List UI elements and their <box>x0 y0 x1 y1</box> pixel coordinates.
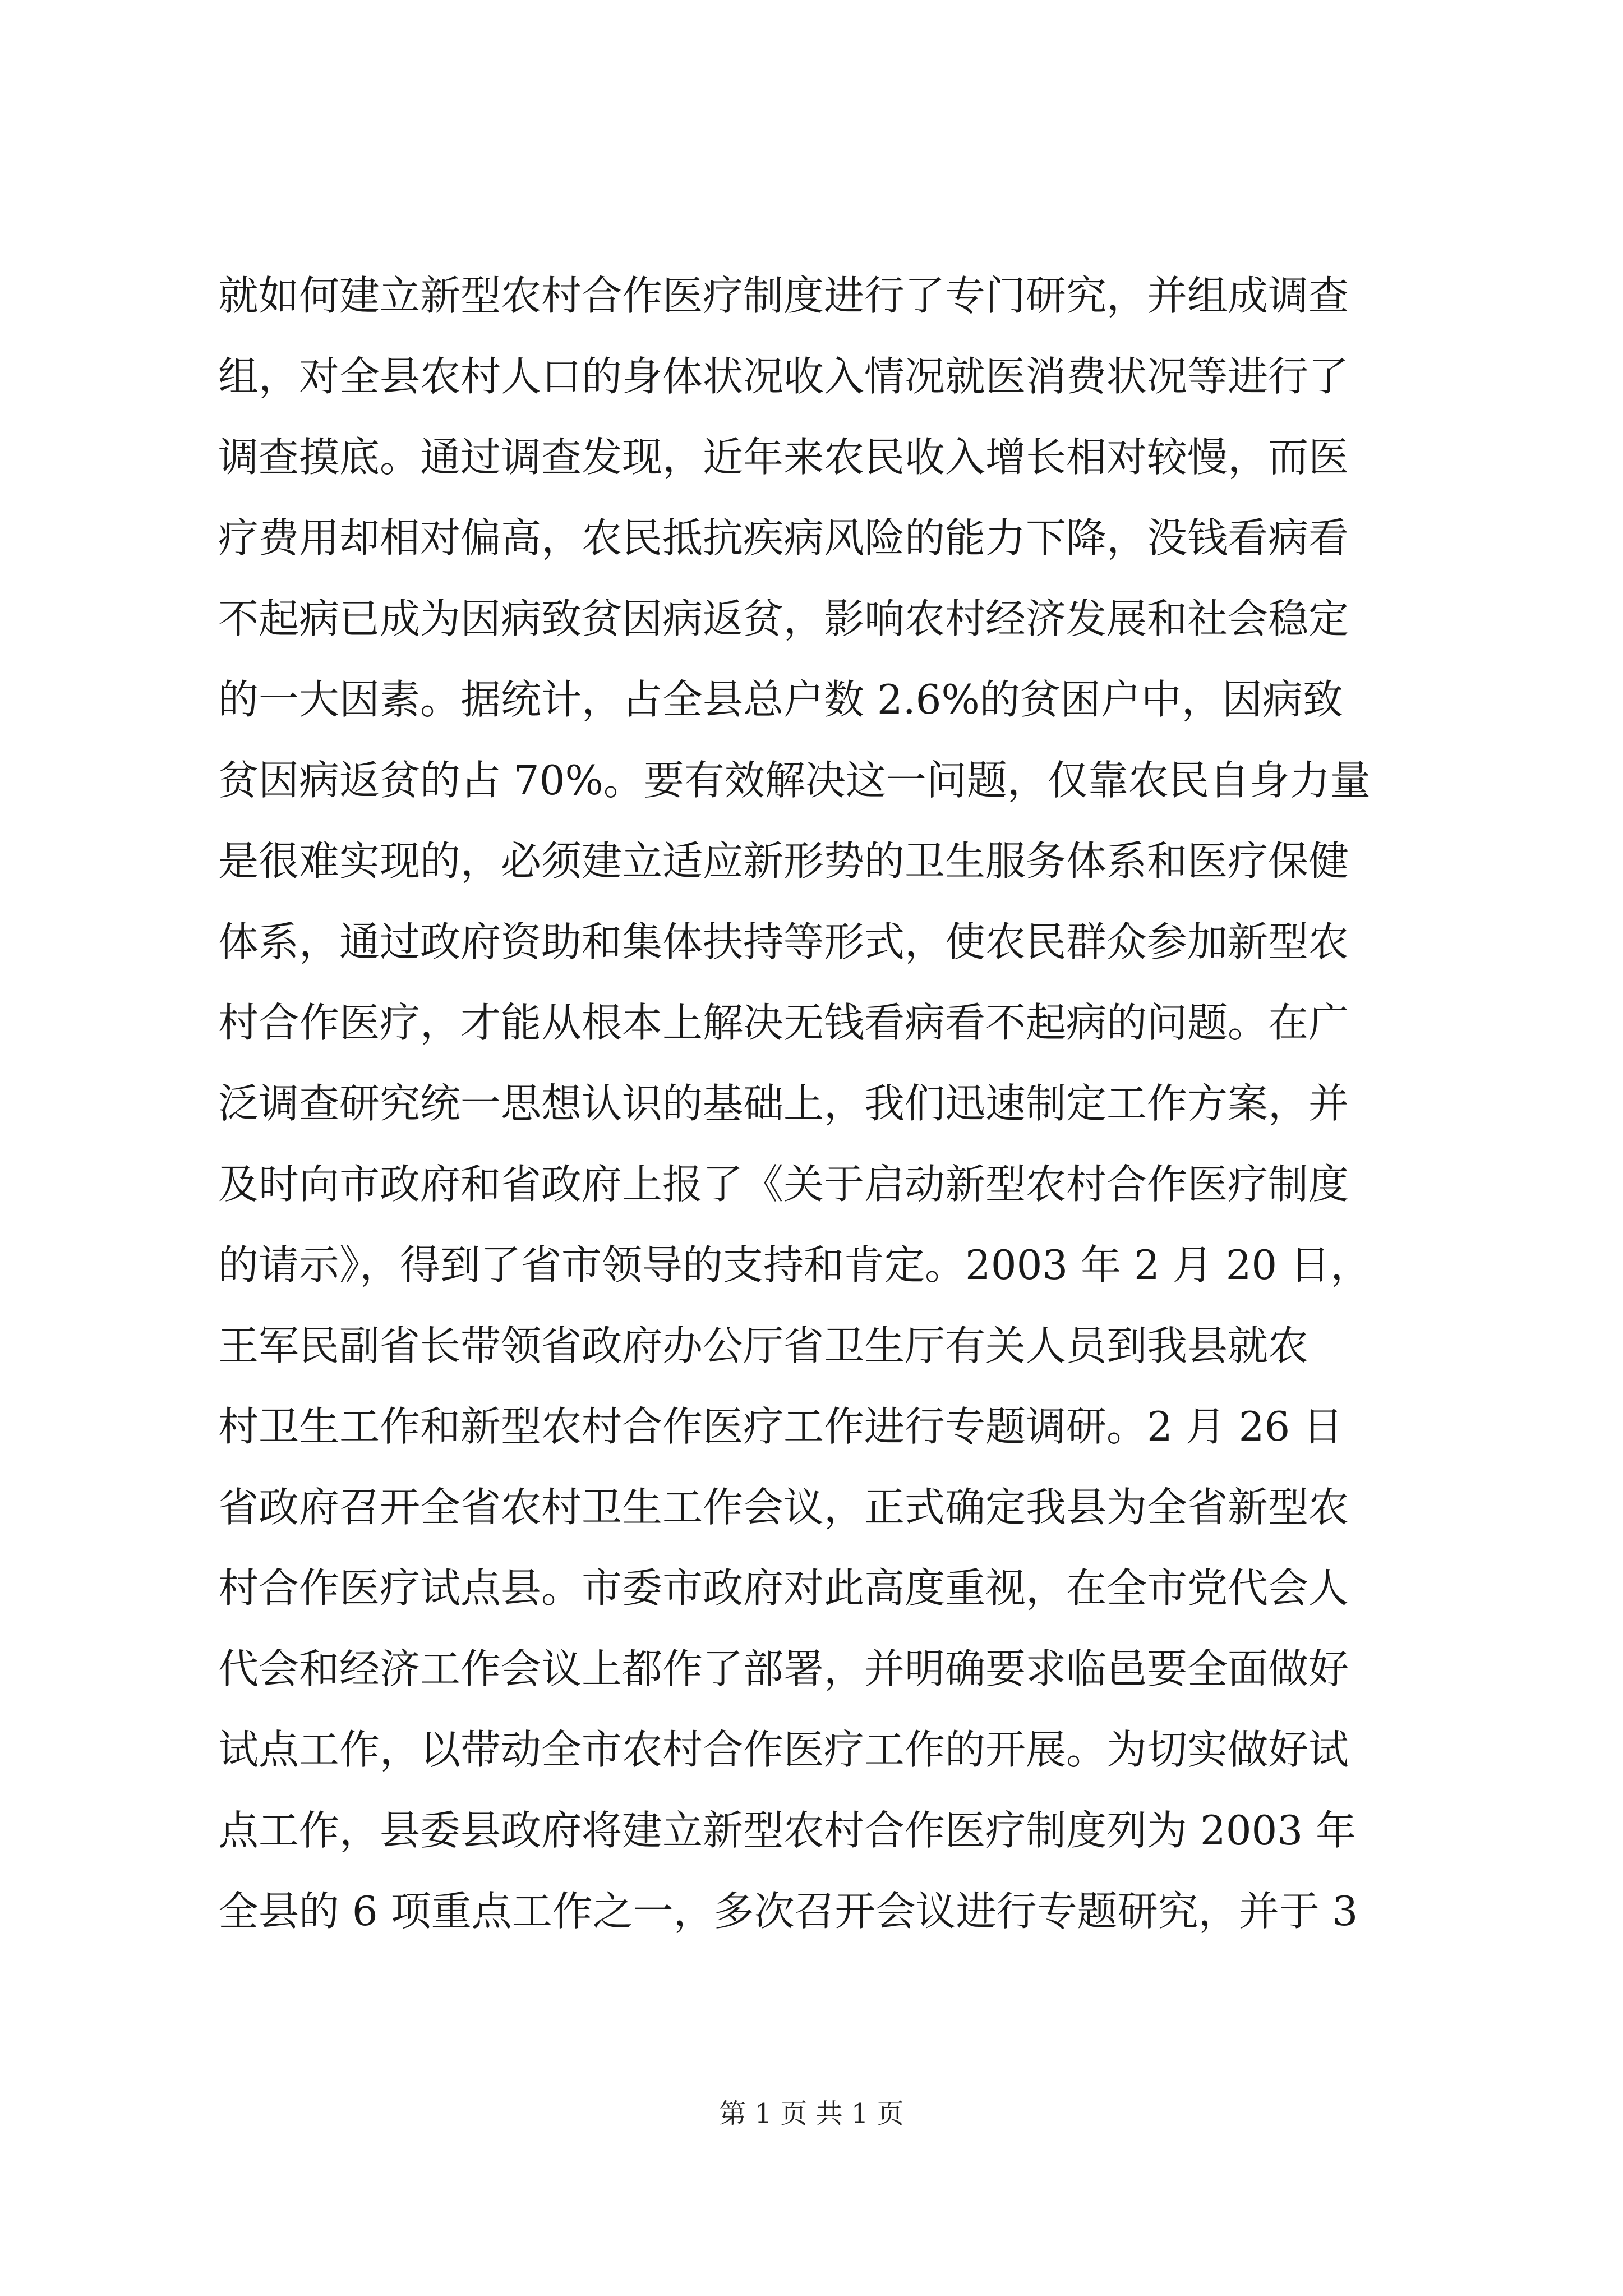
text-line: 泛调查研究统一思想认识的基础上，我们迅速制定工作方案，并 <box>218 1080 1349 1127</box>
text-line: 省政府召开全省农村卫生工作会议，正式确定我县为全省新型农 <box>218 1484 1349 1531</box>
text-line: 村合作医疗试点县。市委市政府对此高度重视，在全市党代会人 <box>218 1565 1349 1612</box>
text-line: 全县的 6 项重点工作之一，多次召开会议进行专题研究，并于 3 <box>218 1888 1358 1935</box>
text-line: 试点工作，以带动全市农村合作医疗工作的开展。为切实做好试 <box>218 1726 1349 1773</box>
text-line: 王军民副省长带领省政府办公厅省卫生厅有关人员到我县就农 <box>218 1322 1309 1369</box>
text-line: 是很难实现的，必须建立适应新形势的卫生服务体系和医疗保健 <box>218 838 1349 885</box>
text-line: 村合作医疗，才能从根本上解决无钱看病看不起病的问题。在广 <box>218 999 1349 1046</box>
text-line: 的一大因素。据统计，占全县总户数 2.6%的贫困户中，因病致 <box>218 676 1343 723</box>
text-line: 就如何建立新型农村合作医疗制度进行了专门研究，并组成调查 <box>218 272 1349 319</box>
text-line: 调查摸底。通过调查发现，近年来农民收入增长相对较慢，而医 <box>218 434 1349 481</box>
body-paragraph <box>218 255 1424 1952</box>
page-footer <box>0 2097 1623 2131</box>
text-line: 点工作，县委县政府将建立新型农村合作医疗制度列为 2003 年 <box>218 1807 1357 1854</box>
text-line: 组，对全县农村人口的身体状况收入情况就医消费状况等进行了 <box>218 353 1349 400</box>
text-line: 贫因病返贫的占 70%。要有效解决这一问题，仅靠农民自身力量 <box>218 757 1371 804</box>
text-line: 不起病已成为因病致贫因病返贫，影响农村经济发展和社会稳定 <box>218 595 1349 642</box>
text-line: 疗费用却相对偏高，农民抵抗疾病风险的能力下降，没钱看病看 <box>218 514 1349 562</box>
text-line: 代会和经济工作会议上都作了部署，并明确要求临邑要全面做好 <box>218 1645 1349 1692</box>
page-number-label: 第 1 页 共 1 页 <box>719 2098 904 2129</box>
text-line: 的请示》，得到了省市领导的支持和肯定。2003 年 2 月 20 日， <box>218 1241 1371 1289</box>
text-line: 体系，通过政府资助和集体扶持等形式，使农民群众参加新型农 <box>218 918 1349 965</box>
text-line: 及时向市政府和省政府上报了《关于启动新型农村合作医疗制度 <box>218 1161 1349 1208</box>
text-line: 村卫生工作和新型农村合作医疗工作进行专题调研。2 月 26 日 <box>218 1403 1344 1450</box>
